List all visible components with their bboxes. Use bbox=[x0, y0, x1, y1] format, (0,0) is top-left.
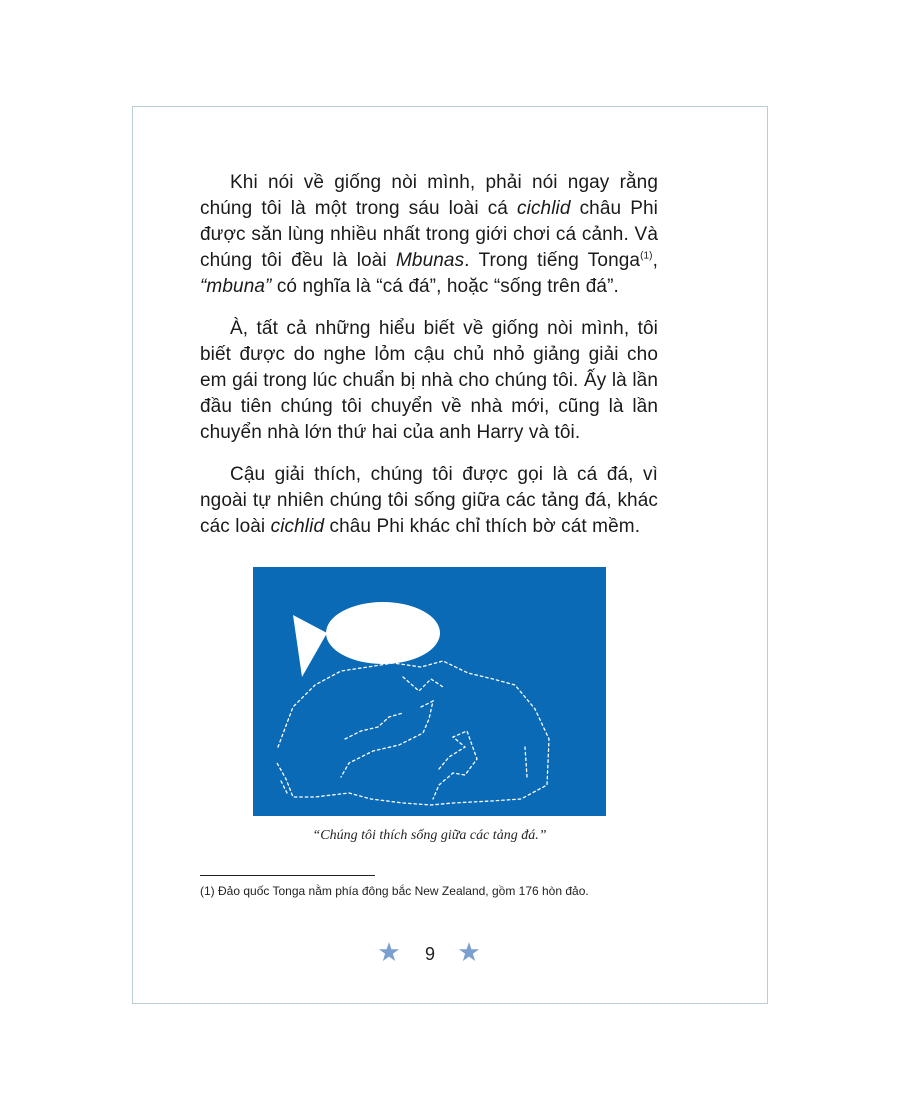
text-run: Khi nói về giống nòi mình, phải nói ngay rằng chúng tôi là một trong sáu loài cá bbox=[200, 172, 658, 219]
star-icon-right bbox=[458, 941, 480, 963]
text-run: , bbox=[652, 250, 658, 271]
paragraph-1 bbox=[200, 170, 658, 300]
illustration-background bbox=[253, 567, 606, 816]
page-number: 9 bbox=[424, 944, 435, 964]
footnote-divider bbox=[200, 875, 375, 876]
text-run: châu Phi khác chỉ thích bờ cát mềm. bbox=[324, 516, 641, 537]
fish-rock-illustration bbox=[253, 567, 606, 816]
italic-term: cichlid bbox=[270, 516, 325, 537]
footnote-marker: (1) bbox=[640, 250, 653, 262]
paragraph-3 bbox=[200, 462, 658, 540]
body-text bbox=[200, 170, 658, 556]
text-run: có nghĩa là “cá đá”, hoặc “sống trên đá”. bbox=[271, 276, 619, 297]
italic-term: “mbuna” bbox=[200, 276, 272, 297]
text-run: châu Phi được săn lùng nhiều nhất trong giới chơi cá cảnh. Và chúng tôi đều là loài bbox=[200, 198, 659, 271]
italic-term: cichlid bbox=[517, 198, 571, 219]
paragraph-2 bbox=[200, 316, 658, 446]
illustration-caption: “Chúng tôi thích sống giữa các tảng đá.” bbox=[312, 828, 547, 843]
star-icon-left bbox=[378, 941, 400, 963]
text-run: Cậu giải thích, chúng tôi được gọi là cá đá, vì ngoài tự nhiên chúng tôi sống giữa các tảng đá, khác các loài bbox=[200, 464, 658, 537]
text-run: À, tất cả những hiểu biết về giống nòi mình, tôi biết được do nghe lỏm cậu chủ nhỏ giảng giải cho em gái trong lúc chuẩn bị nhà cho chúng tôi. Ấy là lần đầu tiên chúng tôi chuyển về nhà mới, cũng là lần chuyển nhà lớn thứ hai của anh Harry và tôi. bbox=[200, 318, 658, 443]
text-run: . Trong tiếng Tonga bbox=[464, 250, 641, 271]
footnote: (1) Đảo quốc Tonga nằm phía đông bắc New Zealand, gồm 176 hòn đảo. bbox=[200, 884, 589, 898]
italic-term: Mbunas bbox=[395, 250, 465, 271]
